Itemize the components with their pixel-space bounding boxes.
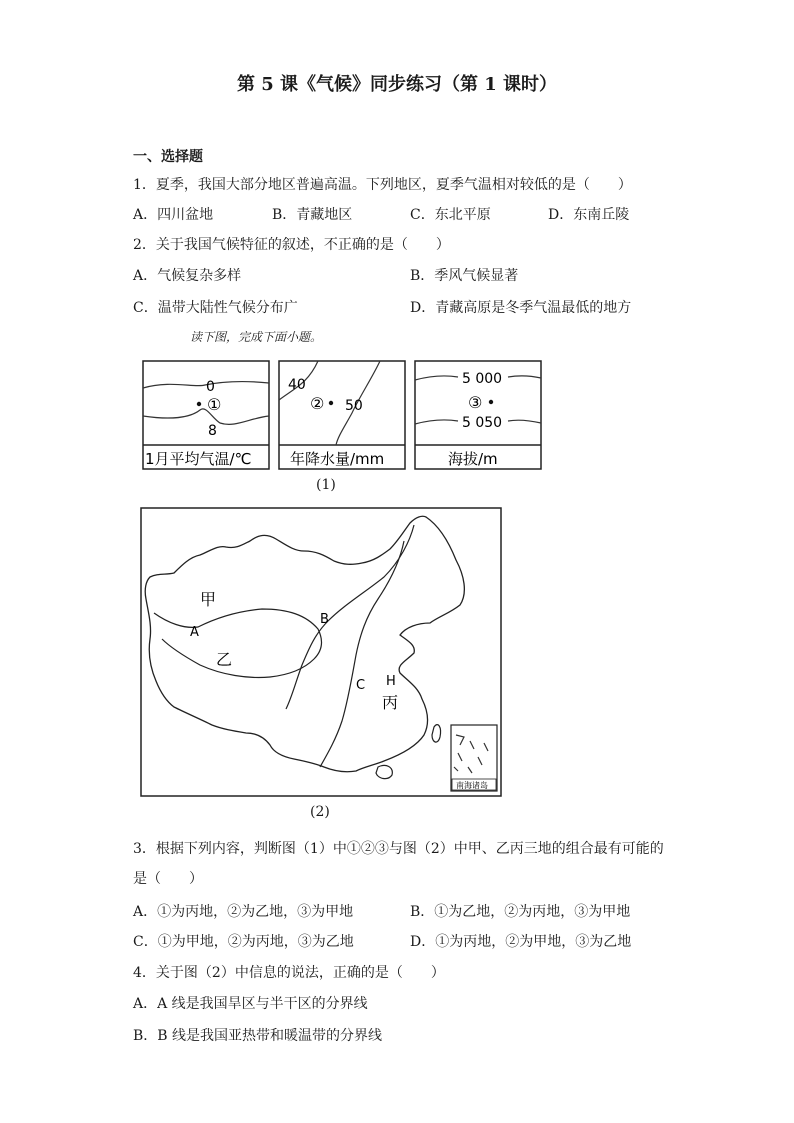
question-3-option-d: D．①为丙地，②为甲地，③为乙地 xyxy=(410,934,632,950)
temperature-isoline-top: 0 xyxy=(206,379,215,395)
question-4-option-a: A．A 线是我国旱区与半干区的分界线 xyxy=(133,996,368,1012)
marker-1: ① xyxy=(207,395,222,414)
question-4-stem: 4．关于图（2）中信息的说法，正确的是（ ） xyxy=(133,965,445,981)
elevation-panel-label: 海拔/m xyxy=(448,450,498,468)
question-4-option-b: B．B 线是我国亚热带和暖温带的分界线 xyxy=(133,1028,383,1044)
region-bing-label: 丙 xyxy=(382,693,399,712)
read-figure-note: 读下图，完成下面小题。 xyxy=(190,330,323,344)
section-heading: 一、选择题 xyxy=(133,149,203,165)
temperature-isoline-bottom: 8 xyxy=(208,423,217,439)
precipitation-isoline-left: 40 xyxy=(288,377,306,393)
figure-1-caption: (1) xyxy=(316,477,336,493)
panel-precipitation xyxy=(279,361,405,469)
region-yi-label: 乙 xyxy=(216,650,233,669)
question-1-option-a: A．四川盆地 xyxy=(133,207,214,223)
region-jia-label: 甲 xyxy=(200,590,217,609)
question-2-stem: 2．关于我国气候特征的叙述，不正确的是（ ） xyxy=(133,237,450,253)
page-title: 第 5 课《气候》同步练习（第 1 课时） xyxy=(236,74,558,95)
panel-elevation xyxy=(415,361,541,469)
figure-2-china-climate-map xyxy=(138,505,504,799)
figure-2-caption: (2) xyxy=(310,804,330,820)
question-3-option-b: B．①为乙地，②为丙地，③为甲地 xyxy=(410,904,631,920)
question-3-option-a: A．①为丙地，②为乙地，③为甲地 xyxy=(133,904,354,920)
panel-temperature xyxy=(143,361,269,469)
temperature-panel-label: 1月平均气温/℃ xyxy=(145,450,252,468)
question-1-option-d: D．东南丘陵 xyxy=(548,207,630,223)
south-china-sea-inset xyxy=(451,725,497,791)
figure-1-isoline-panels xyxy=(140,358,545,498)
marker-3: ③ xyxy=(468,393,483,412)
line-a-label: A xyxy=(190,625,199,640)
line-c-label: C xyxy=(356,678,366,693)
question-2-option-c: C．温带大陆性气候分布广 xyxy=(133,300,298,316)
question-1-stem: 1．夏季，我国大部分地区普遍高温。下列地区，夏季气温相对较低的是（ ） xyxy=(133,177,632,193)
question-1-option-b: B．青藏地区 xyxy=(272,207,353,223)
elevation-isoline-bottom: 5 050 xyxy=(462,415,503,431)
question-2-option-d: D．青藏高原是冬季气温最低的地方 xyxy=(410,300,632,316)
question-2-option-a: A．气候复杂多样 xyxy=(133,268,242,284)
question-1-option-c: C．东北平原 xyxy=(410,207,491,223)
point-h-label: H xyxy=(386,674,396,689)
precipitation-isoline-right: 50 xyxy=(345,398,363,414)
question-3-stem-line-1: 3．根据下列内容，判断图（1）中①②③与图（2）中甲、乙丙三地的组合最有可能的 xyxy=(133,841,664,857)
line-b-label: B xyxy=(320,612,329,627)
elevation-isoline-top: 5 000 xyxy=(462,371,503,387)
marker-2: ② xyxy=(310,394,325,413)
question-3-stem-line-2: 是（ ） xyxy=(133,871,203,887)
question-3-option-c: C．①为甲地，②为丙地，③为乙地 xyxy=(133,934,354,950)
precipitation-panel-label: 年降水量/mm xyxy=(290,450,385,468)
question-2-option-b: B．季风气候显著 xyxy=(410,268,519,284)
inset-label: 南海诸岛 xyxy=(456,781,488,790)
